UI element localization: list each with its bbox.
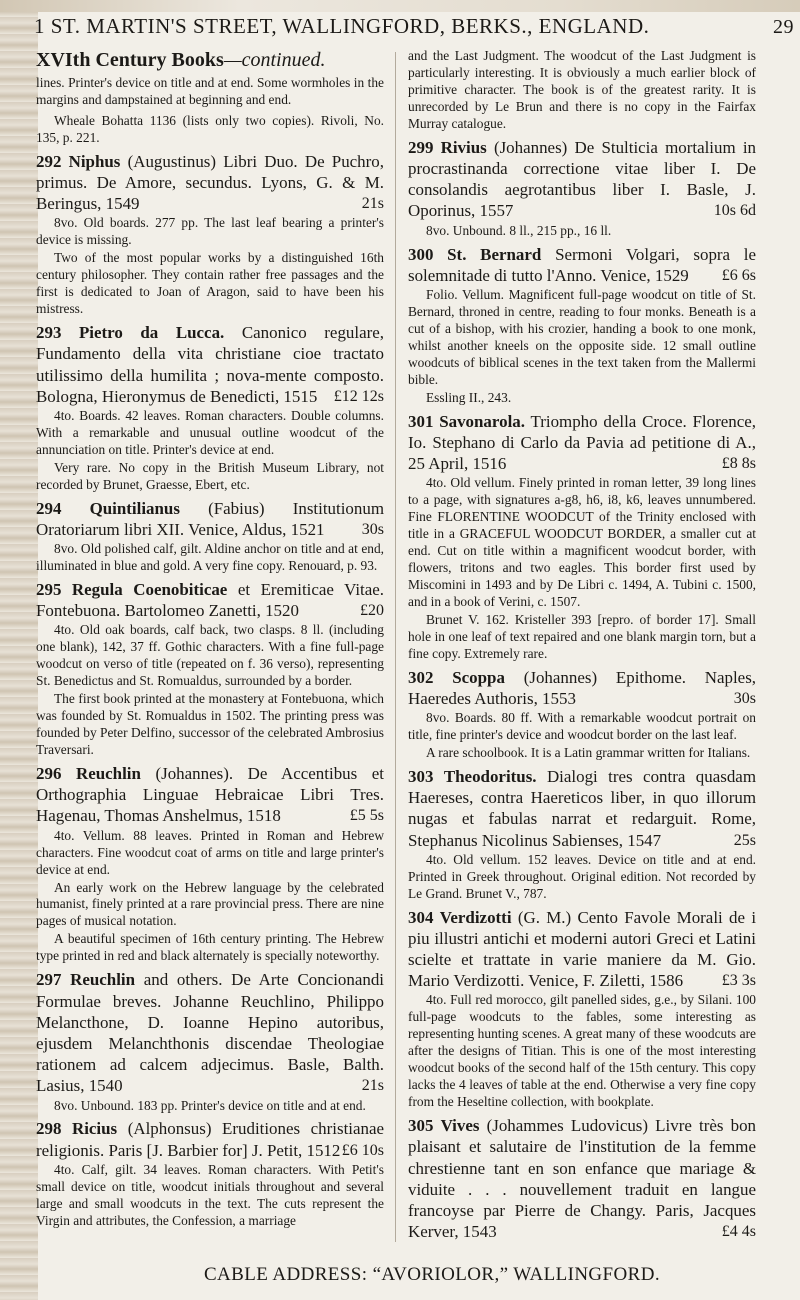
entry-title: (Johammes Ludovicus) Livre très bon plaisant et salutaire de l'institution de la femme chrestienne tant en son enfance que mariage & viduite . . . nouvellement traduit en langue francoyse par Pierre de Changy. Paris, Jacques Kerver, 1543 <box>408 1116 757 1242</box>
entry-heading <box>408 667 756 709</box>
entry-price: 10s 6d <box>713 202 756 220</box>
entry-description: Essling II., 243. <box>426 389 512 405</box>
catalogue-entry <box>36 498 384 575</box>
entry-description: 8vo. Old polished calf, gilt. Aldine anchor on title and at end, illuminated in blue and gold. A very fine copy. Renouard, p. 93. <box>36 541 384 574</box>
entry-title: Dialogi tres contra quasdam Haereses, contra Haereticos liber, in quo illorum nugas et fabulas narrat et redarguit. Rome, Stephanus Nicolinus Sabienses, 1547 <box>408 766 756 850</box>
entry-title: et Eremiticae Vitae. Fontebuona. Bartolomeo Zanetti, 1520 <box>36 580 385 621</box>
catalogue-entry <box>408 244 756 407</box>
entry-description: Folio. Vellum. Magnificent full-page woodcut on title of St. Bernard, throned in centre, reading to four monks. Beneath is a cut of a bishop, with his crozier, handing a book to one monk, whilst another kneels on the opposite side. 12 small outline woodcuts of biblical scenes in the text taken from the Mallermi bible. <box>408 286 756 387</box>
entry-description: 4to. Vellum. 88 leaves. Printed in Roman and Hebrew characters. Fine woodcut coat of arms on title and large printer's device at end. <box>36 827 384 877</box>
catalogue-entry <box>408 667 756 762</box>
catalogue-entry <box>36 969 384 1114</box>
catalogue-entry <box>36 579 384 759</box>
entry-title: (Johannes) De Stulticia mortalium in procrastinanda correctione vitae liber I. De consolandis aegrotantibus liber I. Basle, J. Oporinus, 1557 <box>408 137 757 221</box>
entry-number: 296 <box>36 764 62 784</box>
entry-author: Scoppa <box>452 667 505 687</box>
entry-number: 305 <box>408 1116 434 1136</box>
entry-title: (Alphonsus) Eruditiones christianae religionis. Paris [J. Barbier for] J. Petit, 1512 <box>36 1119 385 1160</box>
entry-author: Quintilianus <box>89 498 180 518</box>
left-column <box>36 48 384 1234</box>
section-title-continued: —continued. <box>223 49 326 71</box>
catalogue-entry <box>36 322 384 494</box>
entry-description: 8vo. Boards. 80 ff. With a remarkable woodcut portrait on title, fine printer's device and woodcut border on the last leaf. <box>408 710 756 743</box>
entry-title: Sermoni Volgari, sopra le solemnitade di tutto l'Anno. Venice, 1529 <box>408 244 757 285</box>
entry-title: Canonico regulare, Fundamento della vita christiane cioe tractato utilissimo della humilita ; nova-mente composto. Bologna, Hieronymus de Benedicti, 1515 <box>36 323 384 406</box>
entry-author: Ricius <box>71 1119 118 1139</box>
entry-heading <box>408 244 756 286</box>
entry-description: The first book printed at the monastery at Fontebuona, which was founded by St. Romualdus in 1502. The printing press was founded by Peter Delfino, successor of the celebrated Ambrosius Traversari. <box>36 691 384 758</box>
entry-price: 25s <box>733 831 756 849</box>
entry-description: A beautiful specimen of 16th century printing. The Hebrew type printed in red and black alternately is specially noteworthy. <box>36 931 384 964</box>
entry-heading <box>36 151 384 215</box>
entry-price: £6 6s <box>721 266 756 284</box>
entry-description: 4to. Full red morocco, gilt panelled sides, g.e., by Silani. 100 full-page woodcuts to the fables, some interesting as representing hunting scenes. A great many of these woodcuts are after the designs of Titian. This is one of the most interesting woodcut books of the second half of the 15th century. This copy lacks the 4 leaves of table at the end. Otherwise a very fine copy from the Heseltine collection, with bookplate. <box>408 992 756 1110</box>
entry-title: (Johannes). De Accentibus et Orthographia Linguae Hebraicae Libri Tres. Hagenau, Thomas Anshelmus, 1518 <box>36 764 385 826</box>
entry-heading <box>36 322 384 407</box>
column-divider <box>395 52 396 1242</box>
entry-price: 21s <box>361 195 384 213</box>
entry-description: 4to. Old vellum. Finely printed in roman letter, 39 long lines to a page, with signatures a-g8, h6, i8, k6, leaves unnumbered. Fine FLORENTINE WOODCUT of the Trinity enclosed with title in a GRACEFUL WOODCUT BORDER, a smaller cut at end. Cut on title within a magnificent woodcut border, with flowers, tritons and two eagles. This border first used by Miscomini in 1493 and by De Libri c. 1494, A. Tubini c. 1500, and in a book of Verini, c. 1507. <box>408 475 756 609</box>
entry-heading <box>36 763 384 827</box>
continuation-note: Wheale Bohatta 1136 (lists only two copies). Rivoli, No. 135, p. 221. <box>36 112 384 145</box>
entry-number: 297 <box>36 970 62 990</box>
entry-title: and others. De Arte Concionandi Formulae breves. Johanne Reuchlino, Philippo Melancthone, D. Ioanne Hepino autoribus, ejusdem Melanchthonis discendae Theologiae rationem ad calcem adjecimus. Basle, Balth. Lasius, 1540 <box>36 970 385 1096</box>
catalogue-entry <box>36 151 384 318</box>
entry-heading <box>408 137 756 222</box>
entry-number: 298 <box>36 1119 62 1139</box>
page-edge-top <box>0 0 800 12</box>
entry-description: An early work on the Hebrew language by the celebrated humanist, finely printed at a rare provincial press. There are nine pages of musical notation. <box>36 879 384 929</box>
entry-description: 4to. Boards. 42 leaves. Roman characters. Double columns. With a remarkable and unusual outline woodcut of the annunciation on title. Printer's device at end. <box>36 407 384 457</box>
entry-price: 21s <box>361 1077 384 1095</box>
entry-price: £12 12s <box>333 387 384 405</box>
entry-title: (Johannes) Epithome. Naples, Haeredes Authoris, 1553 <box>408 667 757 708</box>
catalogue-entry <box>36 1118 384 1229</box>
page-number: 29 <box>773 16 794 38</box>
entry-author: Pietro da Lucca. <box>78 323 225 343</box>
entry-number: 299 <box>408 137 434 157</box>
entry-author: Vives <box>440 1116 480 1136</box>
entry-author: Regula Coenobiticae <box>71 580 228 600</box>
entry-number: 293 <box>36 323 62 343</box>
entry-description: 4to. Old vellum. 152 leaves. Device on title and at end. Printed in Greek throughout. Original edition. Not recorded by Le Grand. Brunet V., 787. <box>408 851 756 901</box>
continuation-text: lines. Printer's device on title and at end. Some wormholes in the margins and dampstained at beginning and end. <box>36 75 384 107</box>
entry-price: £20 <box>360 602 384 620</box>
header-address: 1 ST. MARTIN'S STREET, WALLINGFORD, BERKS., ENGLAND. <box>34 14 650 38</box>
entry-description: Very rare. No copy in the British Museum Library, not recorded by Brunet, Graesse, Ebert, etc. <box>36 459 384 492</box>
entry-title: (Fabius) Institutionum Oratoriarum libri XII. Venice, Aldus, 1521 <box>36 498 384 539</box>
entry-description: Two of the most popular works by a distinguished 16th century philosopher. They contain rather free passages and the first is dedicated to Joan of Aragon, said to have been his mistress. <box>36 250 384 317</box>
entry-price: £6 10s <box>341 1141 384 1159</box>
entry-author: Rivius <box>440 137 487 157</box>
catalogue-entry <box>408 137 756 240</box>
entry-heading <box>36 579 384 621</box>
section-title <box>36 48 384 72</box>
entry-price: 30s <box>361 520 384 538</box>
entry-number: 300 <box>408 244 434 264</box>
entry-description: 4to. Old oak boards, calf back, two clasps. 8 ll. (including one blank), 142, 37 ff. Gothic characters. With a fine full-page woodcut on verso of title (repeated on f. 36 verso), representing St. Benedictus and St. Romualdus, surrounded by a border. <box>36 622 384 689</box>
page-edge-left <box>0 0 38 1300</box>
entry-description: 8vo. Unbound. 8 ll., 215 pp., 16 ll. <box>426 222 612 238</box>
entry-heading <box>36 969 384 1096</box>
catalogue-entry <box>408 1115 756 1242</box>
entry-number: 292 <box>36 151 62 171</box>
right-column <box>408 48 756 1246</box>
entry-number: 302 <box>408 667 434 687</box>
entry-price: 30s <box>733 689 756 707</box>
page-header <box>34 14 794 38</box>
entry-heading <box>408 411 756 475</box>
entry-heading <box>36 498 384 540</box>
entry-number: 301 <box>408 411 434 431</box>
entry-heading <box>408 1115 756 1242</box>
entry-price: £3 3s <box>721 972 756 990</box>
entry-description: Brunet V. 162. Kristeller 393 [repro. of border 17]. Small hole in one leaf of text repaired and one blank margin torn, but a fine copy. Extremely rare. <box>408 611 756 661</box>
catalogue-entry <box>408 766 756 903</box>
catalogue-entry <box>36 763 384 965</box>
entry-heading <box>36 1118 384 1160</box>
entry-author: Niphus <box>68 151 121 171</box>
entry-description: A rare schoolbook. It is a Latin grammar written for Italians. <box>426 745 751 761</box>
entry-title: (Augustinus) Libri Duo. De Puchro, primus. De Amore, secundus. Lyons, G. & M. Beringus, 1549 <box>36 151 384 214</box>
entry-title: (G. M.) Cento Favole Morali de i piu illustri antichi et moderni autori Greci et Latini scielte et trattate in varie maniere da M. Gio. Mario Verdizotti. Venice, F. Ziletti, 1586 <box>408 907 757 991</box>
entry-description: 8vo. Unbound. 183 pp. Printer's device on title and at end. <box>54 1097 366 1113</box>
entry-heading <box>408 766 756 851</box>
entry-price: £8 8s <box>721 455 756 473</box>
entry-description: 4to. Calf, gilt. 34 leaves. Roman characters. With Petit's small device on title, woodcut initials throughout and several large and small woodcuts in the text. The cuts represent the Virgin and attributes, the Confession, a marriage <box>36 1161 384 1228</box>
entry-number: 295 <box>36 580 62 600</box>
right-continuation-text: and the Last Judgment. The woodcut of the Last Judgment is particularly interesting. It is obviously a much earlier block of primitive character. The book is of the greatest rarity. It is unrecorded by Le Brun and there is no copy in the Fairfax Murray catalogue. <box>408 48 756 131</box>
entry-author: Reuchlin <box>75 764 141 784</box>
entry-author: St. Bernard <box>447 244 542 264</box>
entry-number: 303 <box>408 766 434 786</box>
section-title-main: XVIth Century Books <box>36 49 224 71</box>
entry-description: 8vo. Old boards. 277 pp. The last leaf bearing a printer's device is missing. <box>36 215 384 248</box>
entry-number: 304 <box>408 907 434 927</box>
entry-title: Triompho della Croce. Florence, Io. Stephano di Carlo da Pavia ad petitione di A., 25 April, 1516 <box>408 411 757 474</box>
entry-author: Reuchlin <box>70 970 136 990</box>
entry-author: Theodoritus. <box>443 766 537 786</box>
entry-price: £4 4s <box>721 1223 756 1241</box>
catalogue-entry <box>408 411 756 663</box>
entry-author: Verdizotti <box>439 907 512 927</box>
entry-heading <box>408 907 756 992</box>
page-footer: CABLE ADDRESS: “AVORIOLOR,” WALLINGFORD. <box>203 1264 660 1285</box>
entry-price: £5 5s <box>349 807 384 825</box>
entry-number: 294 <box>36 498 62 518</box>
catalogue-entry <box>408 907 756 1111</box>
entry-author: Savonarola. <box>439 411 525 431</box>
